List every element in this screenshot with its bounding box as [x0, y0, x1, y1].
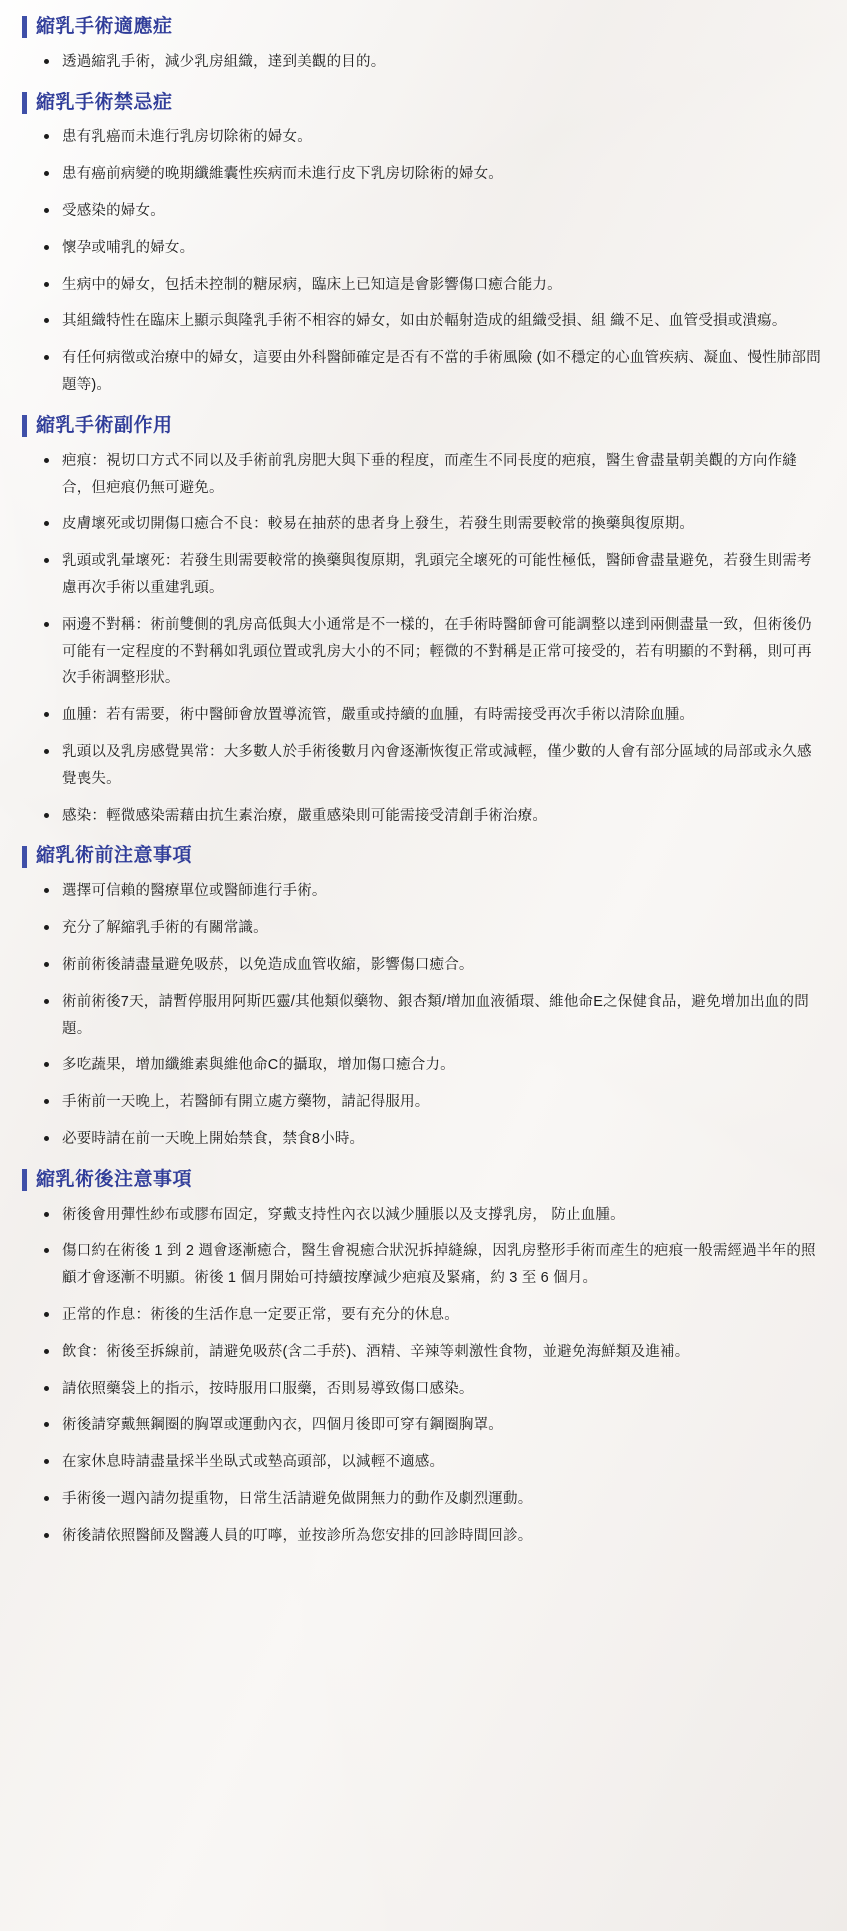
list-item: 乳頭以及乳房感覺異常：大多數人於手術後數月內會逐漸恢復正常或減輕，僅少數的人會有部分區域的局部或永久感覺喪失。: [40, 739, 825, 793]
list-item: 正常的作息：術後的生活作息一定要正常，要有充分的休息。: [40, 1302, 825, 1329]
list-item: 兩邊不對稱：術前雙側的乳房高低與大小通常是不一樣的，在手術時醫師會可能調整以達到兩側盡量一致，但術後仍可能有一定程度的不對稱如乳頭位置或乳房大小的不同；輕微的不對稱是正常可接受的，若有明顯的不對稱，則可再次手術調整形狀。: [40, 612, 825, 692]
bullet-list: [22, 49, 825, 76]
section-side-effects: [22, 409, 825, 830]
list-item: 透過縮乳手術，減少乳房組織，達到美觀的目的。: [40, 49, 825, 76]
section-heading: [22, 86, 825, 119]
section-heading: [22, 839, 825, 872]
section-title: 縮乳術後注意事項: [36, 1168, 193, 1190]
heading-accent-bar: [22, 1169, 27, 1191]
list-item: 傷口約在術後 1 到 2 週會逐漸癒合，醫生會視癒合狀況拆掉縫線，因乳房整形手術而產生的疤痕一般需經過半年的照顧才會逐漸不明顯。術後 1 個月開始可持續按摩減少疤痕及緊痛，約 3 至 6 個月。: [40, 1238, 825, 1292]
bullet-list: [22, 448, 825, 830]
list-item: 疤痕：視切口方式不同以及手術前乳房肥大與下垂的程度，而產生不同長度的疤痕，醫生會盡量朝美觀的方向作縫合，但疤痕仍無可避免。: [40, 448, 825, 502]
list-item: 術後請穿戴無鋼圈的胸罩或運動內衣，四個月後即可穿有鋼圈胸罩。: [40, 1412, 825, 1439]
list-item: 皮膚壞死或切開傷口癒合不良：較易在抽菸的患者身上發生，若發生則需要較常的換藥與復原期。: [40, 511, 825, 538]
list-item: 受感染的婦女。: [40, 198, 825, 225]
list-item: 飲食：術後至拆線前，請避免吸菸(含二手菸)、酒精、辛辣等刺激性食物，並避免海鮮類及進補。: [40, 1339, 825, 1366]
heading-accent-bar: [22, 16, 27, 38]
list-item: 必要時請在前一天晚上開始禁食，禁食8小時。: [40, 1126, 825, 1153]
list-item: 血腫：若有需要，術中醫師會放置導流管，嚴重或持續的血腫，有時需接受再次手術以清除血腫。: [40, 702, 825, 729]
list-item: 在家休息時請盡量採半坐臥式或墊高頭部，以減輕不適感。: [40, 1449, 825, 1476]
section-indications: [22, 10, 825, 76]
list-item: 術前術後請盡量避免吸菸，以免造成血管收縮，影響傷口癒合。: [40, 952, 825, 979]
section-pre-op: [22, 839, 825, 1152]
list-item: 患有癌前病變的晚期纖維囊性疾病而未進行皮下乳房切除術的婦女。: [40, 161, 825, 188]
list-item: 多吃蔬果，增加纖維素與維他命C的攝取，增加傷口癒合力。: [40, 1052, 825, 1079]
list-item: 有任何病徵或治療中的婦女，這要由外科醫師確定是否有不當的手術風險 (如不穩定的心血管疾病、凝血、慢性肺部問題等)。: [40, 345, 825, 399]
bullet-list: [22, 124, 825, 399]
section-contraindications: [22, 86, 825, 399]
section-title: 縮乳手術適應症: [36, 16, 173, 37]
bullet-list: [22, 878, 825, 1153]
section-post-op: [22, 1163, 825, 1550]
heading-accent-bar: [22, 846, 27, 868]
list-item: 手術前一天晚上，若醫師有開立處方藥物，請記得服用。: [40, 1089, 825, 1116]
section-title: 縮乳術前注意事項: [36, 845, 193, 867]
section-heading: [22, 409, 825, 442]
bullet-list: [22, 1202, 825, 1550]
list-item: 術後會用彈性紗布或膠布固定，穿戴支持性內衣以減少腫脹以及支撐乳房， 防止血腫。: [40, 1202, 825, 1229]
list-item: 充分了解縮乳手術的有關常識。: [40, 915, 825, 942]
list-item: 術後請依照醫師及醫護人員的叮嚀，並按診所為您安排的回診時間回診。: [40, 1523, 825, 1550]
list-item: 手術後一週內請勿提重物，日常生活請避免做開無力的動作及劇烈運動。: [40, 1486, 825, 1513]
section-title: 縮乳手術禁忌症: [36, 91, 173, 113]
section-heading: [22, 10, 825, 43]
section-title: 縮乳手術副作用: [36, 414, 173, 436]
list-item: 患有乳癌而未進行乳房切除術的婦女。: [40, 124, 825, 151]
list-item: 其組織特性在臨床上顯示與隆乳手術不相容的婦女，如由於輻射造成的組織受損、組 織不足、血管受損或潰瘍。: [40, 308, 825, 335]
heading-accent-bar: [22, 415, 27, 437]
list-item: 選擇可信賴的醫療單位或醫師進行手術。: [40, 878, 825, 905]
list-item: 生病中的婦女，包括未控制的糖尿病，臨床上已知這是會影響傷口癒合能力。: [40, 272, 825, 299]
list-item: 感染：輕微感染需藉由抗生素治療，嚴重感染則可能需接受清創手術治療。: [40, 803, 825, 830]
list-item: 乳頭或乳暈壞死：若發生則需要較常的換藥與復原期，乳頭完全壞死的可能性極低，醫師會盡量避免，若發生則需考慮再次手術以重建乳頭。: [40, 548, 825, 602]
list-item: 請依照藥袋上的指示，按時服用口服藥，否則易導致傷口感染。: [40, 1376, 825, 1403]
list-item: 懷孕或哺乳的婦女。: [40, 235, 825, 262]
section-heading: [22, 1163, 825, 1196]
list-item: 術前術後7天，請暫停服用阿斯匹靈/其他類似藥物、銀杏類/增加血液循環、維他命E之保健食品，避免增加出血的問題。: [40, 989, 825, 1043]
heading-accent-bar: [22, 92, 27, 114]
